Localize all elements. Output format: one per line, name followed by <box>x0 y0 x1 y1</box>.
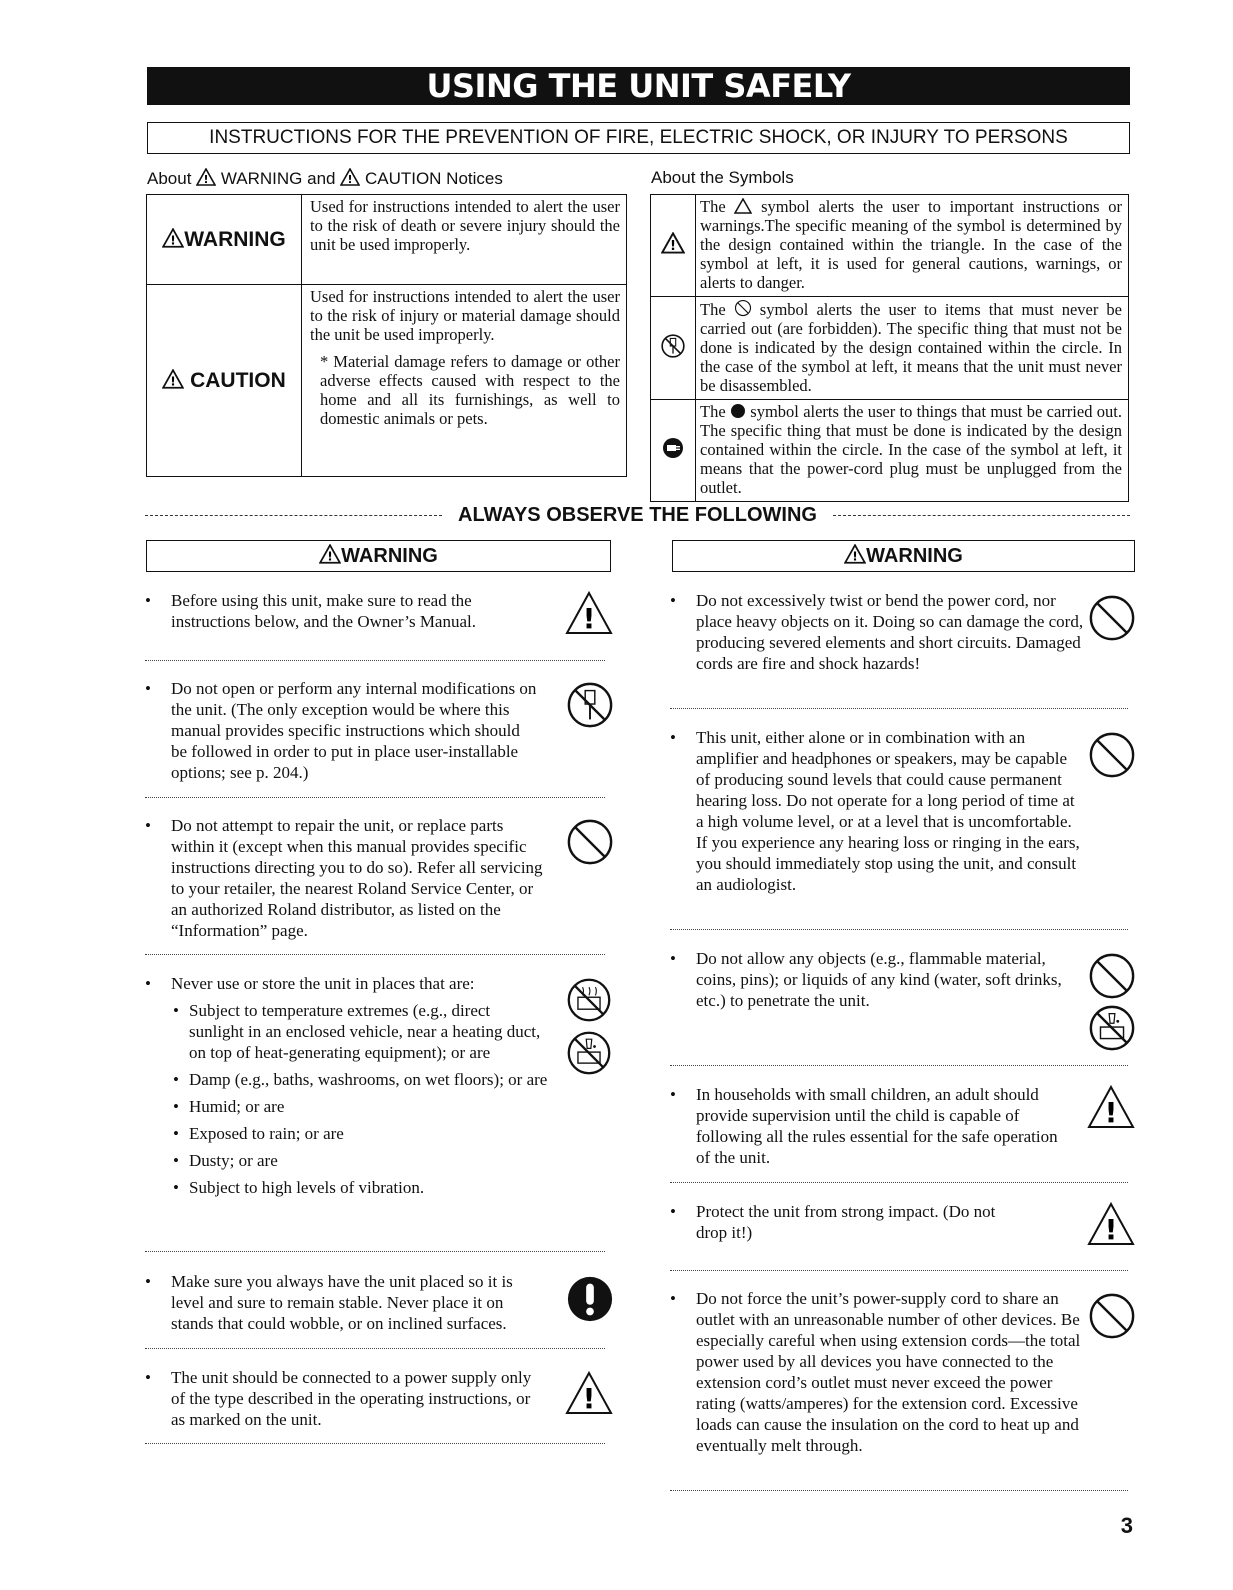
item-text: Do not attempt to repair the unit, or replace parts within it (except when this manual provides specific instructions directing you to do so). Refer all servicing to your retailer, the nearest Roland Service Center, or an authorized Roland distributor, as listed on the “Information” page. <box>171 816 543 940</box>
symbols-table <box>650 194 1129 502</box>
bullet: • <box>173 1070 179 1089</box>
page-number: 3 <box>1120 1513 1133 1538</box>
bullet: • <box>173 1001 179 1020</box>
sub-item-text: Dusty; or are <box>189 1151 278 1170</box>
sub-item <box>173 1069 549 1090</box>
item-text: Do not open or perform any internal modifications on the unit. (The only exception would be where this manual provides specific instructions which should be followed in order to put in place user-installable options; see p. 204.) <box>171 679 537 782</box>
filled-dot-icon <box>730 403 746 419</box>
bullet: • <box>670 728 676 747</box>
symbol-description <box>696 400 1129 502</box>
item-text: Protect the unit from strong impact. (Do not drop it!) <box>696 1202 996 1242</box>
prohibition-icon <box>1088 952 1136 1000</box>
list-item <box>145 1367 545 1430</box>
about-text: WARNING and <box>216 169 341 188</box>
warning-triangle-icon <box>1086 1084 1136 1130</box>
list-item <box>670 1288 1085 1456</box>
dotted-separator <box>145 1348 605 1349</box>
dotted-separator <box>145 1443 605 1444</box>
bullet: • <box>670 949 676 968</box>
list-item <box>670 948 1090 1011</box>
about-text: CAUTION Notices <box>360 169 503 188</box>
list-item <box>670 1084 1070 1168</box>
list-item <box>670 590 1090 674</box>
warning-description: Used for instructions intended to alert the user to the risk of death or severe injury should the unit be used improperly. <box>302 195 627 285</box>
mandatory-action-icon <box>566 1275 614 1323</box>
symbol-cell <box>651 400 696 502</box>
bullet: • <box>670 591 676 610</box>
list-item <box>145 973 548 1198</box>
dotted-separator <box>145 660 605 661</box>
caution-description-cell <box>302 285 627 477</box>
bullet: • <box>145 679 151 698</box>
sub-item <box>173 1177 545 1198</box>
bullet: • <box>173 1151 179 1170</box>
list-item <box>145 1271 545 1334</box>
bullet: • <box>145 1368 151 1387</box>
no-disassemble-icon <box>660 333 686 359</box>
no-disassemble-icon <box>566 681 614 729</box>
warning-heading-text: WARNING <box>341 545 438 567</box>
page-banner: USING THE UNIT SAFELY <box>147 67 1130 105</box>
warning-label: WARNING <box>184 227 286 251</box>
item-text: Do not allow any objects (e.g., flammable material, coins, pins); or liquids of any kind (water, soft drinks, etc.) to penetrate the unit. <box>696 949 1062 1010</box>
about-notices-heading <box>147 168 503 189</box>
bullet: • <box>173 1097 179 1116</box>
item-text: Make sure you always have the unit placed so it is level and sure to remain stable. Never place it on stands that could wobble, or on inclined surfaces. <box>171 1272 513 1333</box>
symbol-text: symbol alerts the user to important instructions or warnings.The specific meaning of the symbol is determined by the design contained within the triangle. In the case of the symbol at left, it is used for general cautions, warnings, or alerts to danger. <box>700 197 1122 292</box>
item-text: Never use or store the unit in places that are: <box>171 974 475 993</box>
item-text: This unit, either alone or in combination with an amplifier and headphones or speakers, may be capable of producing sound levels that could cause permanent hearing loss. Do not operate for a long period of time at a high volume level, or at a level that is uncomfortable. If you experience any hearing loss or ringing in the ears, you should immediately stop using the unit, and consult an audiologist. <box>696 728 1080 894</box>
dotted-separator <box>670 929 1128 930</box>
bullet: • <box>173 1124 179 1143</box>
list-item <box>145 678 540 783</box>
sub-item <box>173 1000 549 1063</box>
bullet: • <box>670 1202 676 1221</box>
dotted-separator <box>145 797 605 798</box>
warning-label-cell <box>147 195 302 285</box>
caution-label-cell <box>147 285 302 477</box>
about-symbols-heading: About the Symbols <box>651 168 794 187</box>
right-warning-heading <box>672 540 1135 572</box>
warning-triangle-icon <box>734 198 752 214</box>
bullet: • <box>145 1272 151 1291</box>
bullet: • <box>145 974 151 993</box>
instructions-subtitle: INSTRUCTIONS FOR THE PREVENTION OF FIRE, ELECTRIC SHOCK, OR INJURY TO PERSONS <box>147 122 1130 154</box>
about-text: About <box>147 169 197 188</box>
item-text: The unit should be connected to a power supply only of the type described in the operating instructions, or as marked on the unit. <box>171 1368 532 1429</box>
symbol-cell <box>651 195 696 297</box>
dotted-separator <box>670 1270 1128 1271</box>
left-warning-heading <box>146 540 611 572</box>
sub-item-text: Damp (e.g., baths, washrooms, on wet floors); or are <box>189 1070 548 1089</box>
warning-triangle-icon <box>1086 1201 1136 1247</box>
warning-heading-text: WARNING <box>866 545 963 567</box>
bullet: • <box>145 816 151 835</box>
symbol-description <box>696 297 1129 400</box>
caution-note: * Material damage refers to damage or other adverse effects caused with respect to the home and all its furnishings, as well to domestic animals or pets. <box>320 352 620 428</box>
symbol-cell <box>651 297 696 400</box>
sub-item-text: Subject to high levels of vibration. <box>189 1178 425 1197</box>
caution-description: Used for instructions intended to alert the user to the risk of injury or material damage should the unit be used improperly. <box>310 287 620 344</box>
bullet: • <box>670 1085 676 1104</box>
warning-triangle-icon <box>661 232 685 254</box>
sub-item-text: Humid; or are <box>189 1097 285 1116</box>
bullet: • <box>173 1178 179 1197</box>
warning-triangle-icon <box>844 544 866 564</box>
always-observe-divider <box>145 502 1130 528</box>
dotted-separator <box>670 1182 1128 1183</box>
no-liquid-icon <box>566 1030 612 1076</box>
no-liquid-icon <box>1088 1004 1136 1052</box>
symbol-text: The <box>700 402 730 421</box>
list-item <box>670 727 1080 895</box>
symbol-text: symbol alerts the user to items that must never be carried out (are forbidden). The specific thing that must not be done is indicated by the design contained within the circle. In the case of the symbol at left, it means that the unit must never be disassembled. <box>700 300 1122 395</box>
caution-triangle-icon <box>162 369 184 389</box>
dash-line <box>833 515 1130 516</box>
dotted-separator <box>670 708 1128 709</box>
always-observe-title: ALWAYS OBSERVE THE FOLLOWING <box>458 503 817 526</box>
item-text: Do not force the unit’s power-supply cord to share an outlet with an unreasonable number of other devices. Be especially careful when using extension cords—the total power used by all devices you have connected to the extension cord’s outlet must never exceed the power rating (watts/amperes) for the extension cord. Excessive loads can cause the insulation on the cord to heat up and eventually melt through. <box>696 1289 1081 1455</box>
warning-triangle-icon <box>196 168 216 186</box>
list-item <box>145 590 530 632</box>
warning-triangle-icon <box>564 1370 614 1416</box>
symbol-text: The <box>700 300 734 319</box>
symbol-description <box>696 195 1129 297</box>
prohibition-icon <box>1088 594 1136 642</box>
prohibition-circle-icon <box>734 299 752 317</box>
warning-triangle-icon <box>564 590 614 636</box>
prohibition-icon <box>566 818 614 866</box>
unplug-icon <box>661 436 685 460</box>
prohibition-icon <box>1088 731 1136 779</box>
dotted-separator <box>670 1065 1128 1066</box>
list-item <box>670 1201 1010 1243</box>
warning-triangle-icon <box>319 544 341 564</box>
notice-table <box>146 194 627 477</box>
sub-item <box>173 1123 545 1144</box>
dash-line <box>145 515 442 516</box>
sub-item <box>173 1096 545 1117</box>
dotted-separator <box>670 1490 1128 1491</box>
warning-triangle-icon <box>340 168 360 186</box>
sub-item <box>173 1150 545 1171</box>
dotted-separator <box>145 954 605 955</box>
sub-item-text: Exposed to rain; or are <box>189 1124 344 1143</box>
places-sublist <box>171 1000 548 1198</box>
bullet: • <box>145 591 151 610</box>
warning-triangle-icon <box>162 228 184 248</box>
symbol-text: symbol alerts the user to things that must be carried out. The specific thing that must be done is indicated by the design contained within the circle. In the case of the symbol at left, it means that the power-cord plug must be unplugged from the outlet. <box>700 402 1122 497</box>
dotted-separator <box>145 1251 605 1252</box>
caution-label: CAUTION <box>190 368 286 392</box>
item-text: Do not excessively twist or bend the power cord, nor place heavy objects on it. Doing so can damage the cord, producing severed elements and short circuits. Damaged cords are fire and shock hazards! <box>696 591 1084 673</box>
item-text: Before using this unit, make sure to read the instructions below, and the Owner’s Manual. <box>171 591 476 631</box>
prohibition-icon <box>1088 1292 1136 1340</box>
list-item <box>145 815 545 941</box>
bullet: • <box>670 1289 676 1308</box>
symbol-text: The <box>700 197 735 216</box>
sub-item-text: Subject to temperature extremes (e.g., direct sunlight in an enclosed vehicle, near a heating duct, on top of heat-generating equipment); or are <box>189 1001 541 1062</box>
no-heat-icon <box>566 977 612 1023</box>
item-text: In households with small children, an adult should provide supervision until the child is capable of following all the rules essential for the safe operation of the unit. <box>696 1085 1058 1167</box>
